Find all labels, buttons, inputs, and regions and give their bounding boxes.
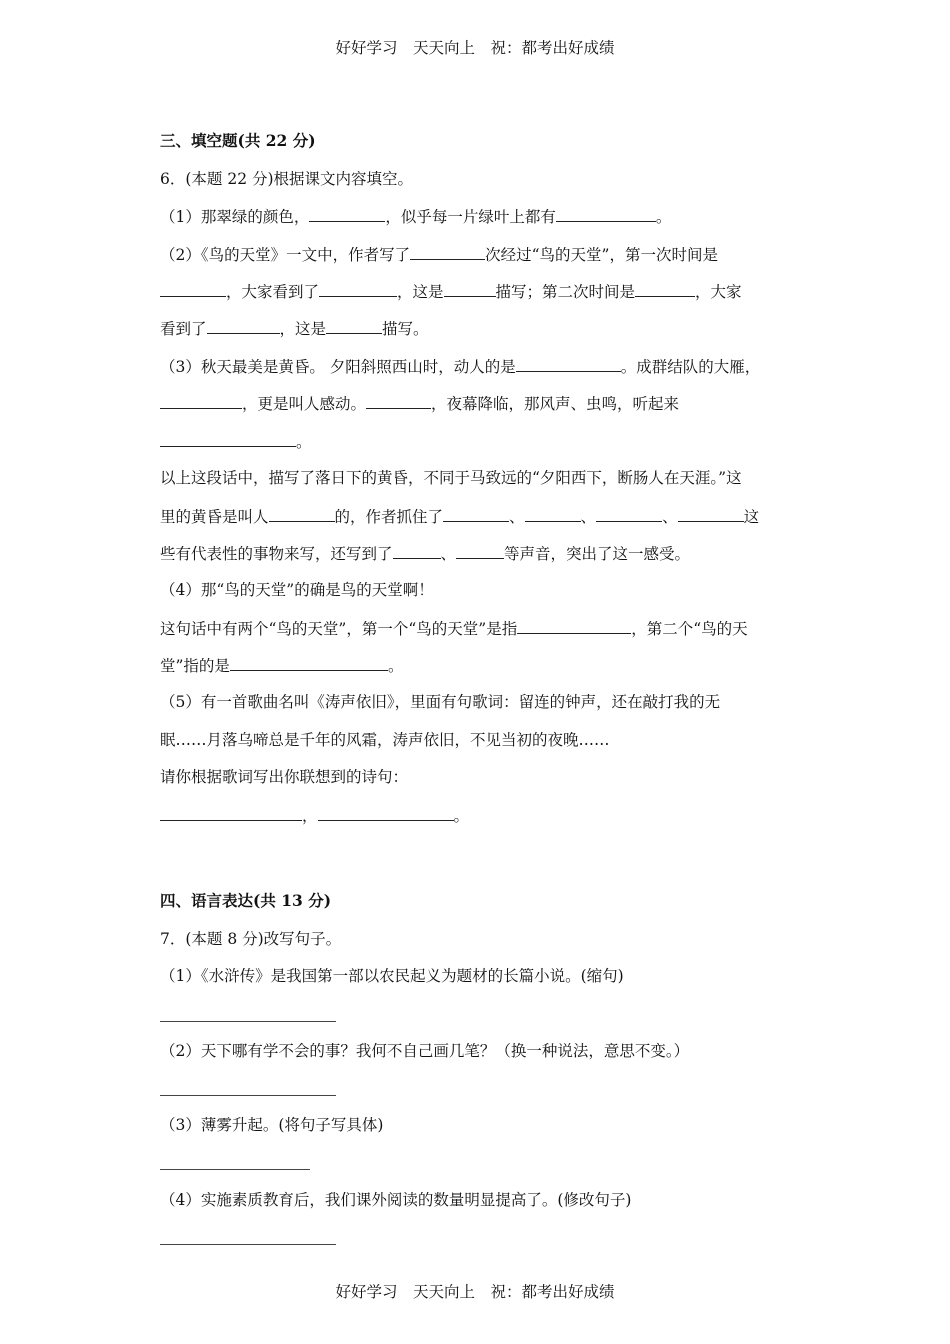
q6-part-5-line-1: （5）有一首歌曲名叫《涛声依旧》，里面有句歌词：留连的钟声，还在敲打我的无 [160, 693, 721, 711]
text: ，更是叫人感动。 [242, 395, 367, 413]
text: 里的黄昏是叫人 [160, 508, 269, 526]
blank[interactable] [319, 281, 397, 297]
page-footer: 好好学习 天天向上 祝：都考出好成绩 [335, 1283, 615, 1301]
q6-part-2-line-2 [160, 281, 742, 302]
q6-part-4-line-2 [160, 618, 748, 639]
text: ，大家 [695, 283, 742, 301]
text: 的，作者抓住了 [334, 508, 444, 526]
text: ，第二个“鸟的天 [631, 620, 748, 638]
q6-part-2-line-3 [160, 318, 429, 339]
q6-part-3-line-6 [160, 543, 690, 564]
text: ，大家看到了 [226, 283, 320, 301]
question-6-stem: 6．(本题 22 分)根据课文内容填空。 [160, 170, 414, 188]
q6-part-3-line-5 [160, 506, 759, 527]
q6-part-5-line-2: 眠……月落乌啼总是千年的风霜，涛声依旧，不见当初的夜晚…… [160, 731, 610, 749]
text: 、 [440, 545, 457, 563]
blank[interactable] [207, 318, 280, 334]
text: 。 [387, 657, 404, 675]
q6-part-3-line-1 [160, 356, 760, 377]
text: 这句话中有两个“鸟的天堂”，第一个“鸟的天堂”是指 [160, 620, 518, 638]
text: ， [302, 807, 318, 825]
blank[interactable] [517, 618, 631, 634]
text: 描写。 [382, 320, 429, 338]
q7-sentence-1: （1）《水浒传》是我国第一部以农民起义为题材的长篇小说。(缩句) [160, 967, 624, 985]
text: 等声音，突出了这一感受。 [504, 545, 691, 563]
q6-part-3-line-4: 以上这段话中，描写了落日下的黄昏，不同于马致远的“夕阳西下，断肠人在天涯。”这 [160, 469, 742, 487]
blank[interactable] [443, 506, 509, 522]
blank[interactable] [444, 281, 496, 297]
q6-part-2-line-1 [160, 244, 718, 265]
q6-part-3-line-2 [160, 393, 679, 414]
blank[interactable] [160, 393, 242, 409]
q6-part-1 [160, 206, 671, 227]
blank[interactable] [525, 506, 581, 522]
blank[interactable] [269, 506, 335, 522]
text: （1）那翠绿的颜色， [160, 208, 310, 226]
question-7-stem: 7．(本题 8 分)改写句子。 [160, 930, 342, 948]
text: 描写；第二次时间是 [495, 283, 636, 301]
blank[interactable] [318, 805, 454, 821]
answer-line-4[interactable] [160, 1244, 336, 1245]
text: ，似乎每一片绿叶上都有 [385, 208, 556, 226]
q7-sentence-4: （4）实施素质教育后，我们课外阅读的数量明显提高了。(修改句子) [160, 1191, 632, 1209]
q7-sentence-3: （3）薄雾升起。(将句子写具体) [160, 1116, 384, 1134]
q7-sentence-2: （2）天下哪有学不会的事？我何不自己画几笔？（换一种说法，意思不变。） [160, 1042, 690, 1060]
answer-line-1[interactable] [160, 1021, 336, 1022]
text: 、 [580, 508, 597, 526]
blank[interactable] [160, 805, 302, 821]
q6-part-4-line-3 [160, 655, 403, 676]
text: （2）《鸟的天堂》一文中，作者写了 [160, 246, 411, 264]
text: 。 [296, 433, 312, 451]
q6-part-3-line-3 [160, 431, 312, 452]
blank[interactable] [160, 281, 226, 297]
blank[interactable] [309, 206, 385, 222]
blank[interactable] [230, 655, 388, 671]
text: 些有代表性的事物来写，还写到了 [160, 545, 393, 563]
blank[interactable] [635, 281, 695, 297]
blank[interactable] [678, 506, 744, 522]
text: 这 [743, 508, 760, 526]
answer-line-3[interactable] [160, 1169, 310, 1170]
blank[interactable] [596, 506, 662, 522]
text: 、 [509, 508, 525, 526]
text: ，这是 [397, 283, 444, 301]
text: 堂”指的是 [160, 657, 230, 675]
text: ，这是 [279, 320, 327, 338]
text: 。成群结队的大雁， [620, 358, 761, 376]
text: 次经过“鸟的天堂”，第一次时间是 [485, 246, 718, 264]
section-3-title: 三、填空题(共 22 分) [160, 131, 316, 150]
section-4-title: 四、语言表达(共 13 分) [160, 891, 332, 910]
blank[interactable] [516, 356, 621, 372]
text: ，夜幕降临，那风声、虫鸣，听起来 [431, 395, 680, 413]
blank[interactable] [393, 543, 441, 559]
blank[interactable] [410, 244, 485, 260]
text: 。 [655, 208, 672, 226]
blank[interactable] [556, 206, 656, 222]
text: 、 [662, 508, 678, 526]
blank[interactable] [366, 393, 431, 409]
q6-part-5-line-4 [160, 805, 469, 826]
answer-line-2[interactable] [160, 1095, 336, 1096]
blank[interactable] [456, 543, 504, 559]
text: （3）秋天最美是黄昏。 夕阳斜照西山时，动人的是 [160, 358, 516, 376]
q6-part-4-line-1: （4）那“鸟的天堂”的确是鸟的天堂啊！ [160, 581, 434, 599]
page-header: 好好学习 天天向上 祝：都考出好成绩 [335, 39, 615, 57]
text: 看到了 [160, 320, 207, 338]
blank[interactable] [326, 318, 382, 334]
blank[interactable] [160, 431, 296, 447]
q6-part-5-line-3: 请你根据歌词写出你联想到的诗句： [160, 768, 409, 786]
text: 。 [453, 807, 470, 825]
